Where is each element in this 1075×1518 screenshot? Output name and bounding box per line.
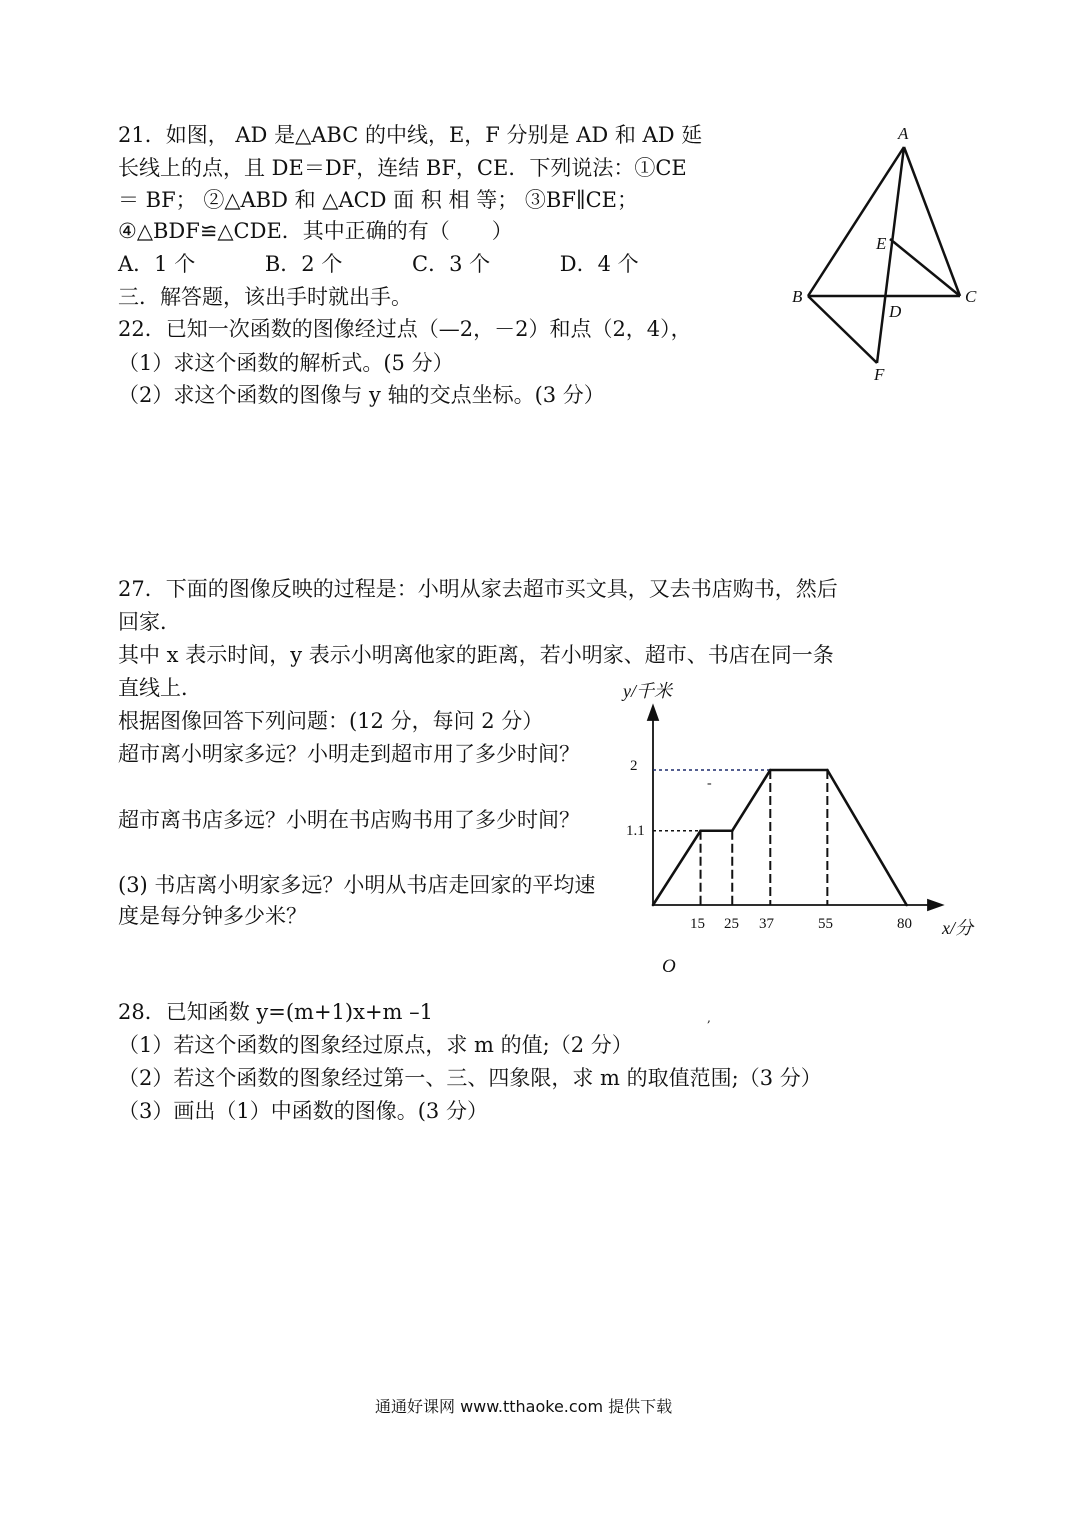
q21-line1: 21．如图， AD 是△ABC 的中线，E，F 分别是 AD 和 AD 延 — [118, 123, 703, 147]
data-point-0 — [652, 904, 655, 907]
q28-part2: （2）若这个函数的图象经过第一、三、四象限，求 m 的取值范围;（3 分） — [118, 1066, 822, 1090]
footer-credit: 通通好课网 www.tthaoke.com 提供下载 — [375, 1397, 673, 1416]
x-axis-arrow — [928, 900, 942, 910]
q21-line2: 长线上的点，且 DE＝DF，连结 BF，CE．下列说法：①CE — [118, 156, 687, 180]
q21-options: A．1 个 B．2 个 C．3 个 D．4 个 — [118, 252, 639, 276]
data-point-37 — [769, 769, 772, 772]
x-tick-25: 25 — [724, 916, 739, 932]
data-point-80 — [905, 904, 908, 907]
x-tick-37: 37 — [759, 916, 774, 932]
data-point-25 — [731, 829, 734, 832]
label-A: A — [898, 124, 909, 143]
data-point-15 — [699, 829, 702, 832]
origin-label: O — [662, 956, 676, 977]
stray-mark: , — [707, 1011, 711, 1025]
q27-question3: (3) 书店离小明家多远？小明从书店走回家的平均速 — [118, 873, 596, 897]
q27-question1: 超市离小明家多远？小明走到超市用了多少时间？ — [118, 742, 580, 766]
y-tick-1-1: 1.1 — [626, 823, 645, 839]
q22-part1: （1）求这个函数的解析式。(5 分） — [118, 351, 454, 375]
label-E: E — [876, 234, 887, 253]
distance-series-line — [653, 770, 907, 905]
q27-line4: 直线上． — [118, 676, 202, 700]
q27-question3-cont: 度是每分钟多少米？ — [118, 904, 307, 928]
q28-stem: 28．已知函数 y=(m+1)x+m –1 — [118, 1000, 433, 1024]
y-tick-2: 2 — [630, 758, 638, 774]
data-point-55 — [826, 769, 829, 772]
q27-question2: 超市离书店多远？小明在书店购书用了多少时间？ — [118, 808, 580, 832]
x-tick-55: 55 — [818, 916, 833, 932]
stray-dash-mark: - — [707, 776, 712, 791]
q28-part1: （1）若这个函数的图象经过原点，求 m 的值;（2 分） — [118, 1033, 633, 1057]
q28-part3: （3）画出（1）中函数的图像。(3 分） — [118, 1099, 488, 1123]
q27-line5: 根据图像回答下列问题：(12 分，每问 2 分） — [118, 709, 544, 733]
x-axis-label: x/分 — [942, 918, 973, 938]
distance-time-graph — [600, 670, 1000, 1025]
q21-line4: ④△BDF≌△CDE．其中正确的有（ ） — [118, 219, 513, 243]
q21-line3: ＝ BF； ②△ABD 和 △ACD 面 积 相 等； ③BF∥CE； — [118, 188, 638, 212]
label-C: C — [965, 287, 977, 306]
x-tick-15: 15 — [690, 916, 705, 932]
label-B: B — [792, 287, 803, 306]
label-D: D — [889, 302, 902, 321]
y-axis-arrow — [648, 706, 658, 720]
segment-AF — [877, 147, 904, 363]
q27-line2: 回家． — [118, 610, 181, 634]
q27-line1: 27．下面的图像反映的过程是：小明从家去超市买文具，又去书店购书，然后 — [118, 577, 838, 601]
q22-stem: 22．已知一次函数的图像经过点（—2，－2）和点（2，4）， — [118, 317, 692, 341]
y-axis-label: y/千米 — [623, 681, 672, 701]
edge-AB — [808, 147, 904, 296]
q27-line3: 其中 x 表示时间，y 表示小明离他家的距离，若小明家、超市、书店在同一条 — [118, 643, 834, 667]
triangle-figure — [780, 115, 1000, 395]
segment-BF — [808, 296, 877, 363]
x-tick-80: 80 — [897, 916, 912, 932]
q22-part2: （2）求这个函数的图像与 y 轴的交点坐标。(3 分） — [118, 383, 605, 407]
section-3-heading: 三．解答题，该出手时就出手。 — [118, 285, 412, 309]
label-F: F — [874, 365, 885, 384]
